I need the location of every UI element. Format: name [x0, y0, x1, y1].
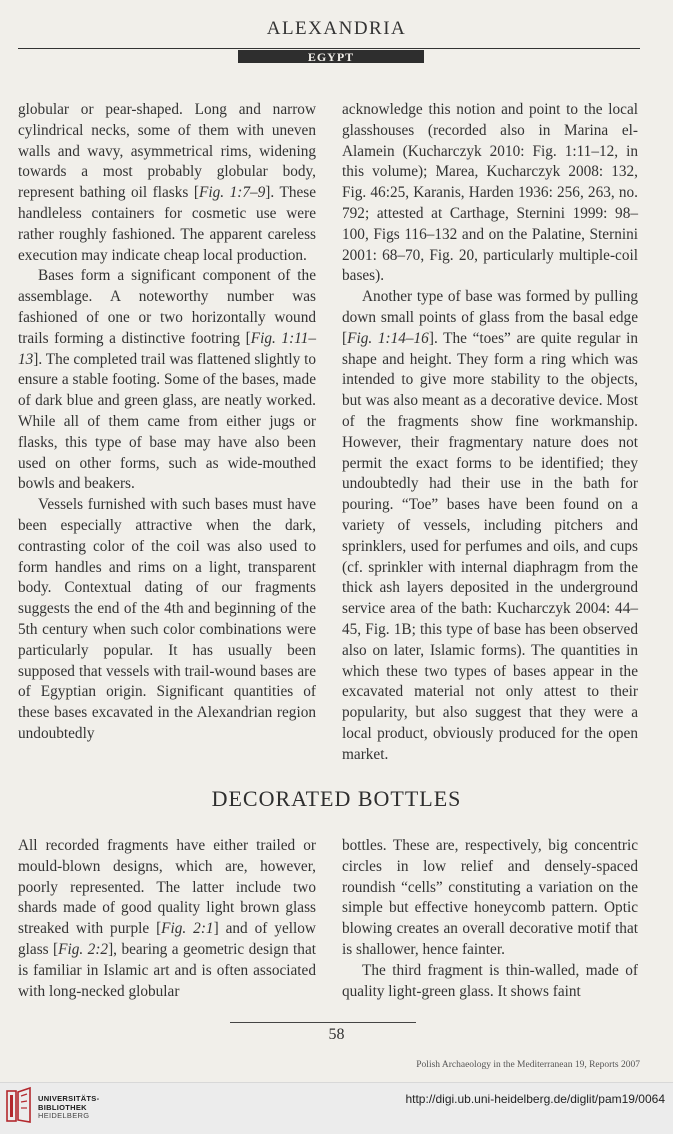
- figure-reference: Fig. 1:11–13: [18, 329, 316, 368]
- permalink-url[interactable]: http://digi.ub.uni-heidelberg.de/diglit/pam19/0064: [405, 1092, 665, 1106]
- text-column-right-top: [342, 100, 638, 766]
- section-badge: EGYPT: [238, 50, 424, 63]
- library-name: UNIVERSITÄTS- BIBLIOTHEK HEIDELBERG: [38, 1094, 100, 1120]
- paragraph: Vessels furnished with such bases must have been especially attractive when the dark, contrasting color of the coil was also used to form handles and rims on a light, transparent body. Contextual dating of our fragments suggests the end of the 4th and beginning of the 5th century when such color combinations were particularly popular. It has usually been supposed that vessels with trail-wound bases are of Egyptian origin. Significant quantities of these bases excavated in the Alexandrian region undoubtedly: [18, 496, 316, 742]
- footer-rule: [230, 1022, 416, 1023]
- figure-reference: Fig. 1:14–16: [347, 329, 429, 347]
- figure-reference: Fig. 2:2: [58, 940, 109, 958]
- figure-reference: Fig. 1:7–9: [199, 184, 266, 202]
- page-number: 58: [328, 1026, 345, 1043]
- viewer-footer-bar: [0, 1082, 673, 1134]
- paragraph: All recorded fragments have either trailed or mould-blown designs, which are, however, poorly represented. The latter include two shards made of good quality light brown glass streaked with purple [Fig. 2:1] and of yellow glass [Fig. 2:2], bearing a geometric design that is familiar in Islamic art and is often associated with long-necked globular: [18, 837, 316, 1000]
- paragraph: Bases form a significant component of the assemblage. A noteworthy number was fashioned of one or two horizontally wound trails forming a distinctive footring [Fig. 1:11–13]. The completed trail was flattened slightly to ensure a stable footing. Some of the bases, made of dark blue and green glass, are neatly worked. While all of them came from either jugs or flasks, this type of base may have also been used on other forms, such as wide-mouthed bowls and beakers.: [18, 267, 316, 493]
- figure-reference: Fig. 2:1: [161, 920, 214, 938]
- journal-citation: Polish Archaeology in the Mediterranean 19, Reports 2007: [416, 1060, 640, 1070]
- paragraph: globular or pear-shaped. Long and narrow cylindrical necks, some of them with uneven walls and wavy, asymmetrical rims, widening towards a most probably globular body, represent bathing oil flasks [Fig. 1:7–9]. These handleless containers for cosmetic use were rather roughly fashioned. The apparent careless execution may indicate cheap local production.: [18, 101, 316, 264]
- paragraph: The third fragment is thin-walled, made of quality light-green glass. It shows faint: [342, 961, 638, 1000]
- text-column-left-bottom: [18, 836, 316, 1002]
- library-logo-icon: [6, 1086, 32, 1126]
- text-column-right-bottom: [342, 836, 638, 1002]
- text-column-left-top: [18, 100, 316, 745]
- paragraph: Another type of base was formed by pulling down small points of glass from the basal edge [Fig. 1:14–16]. The “toes” are quite regular in shape and height. They form a ring which was intended to give more stability to the objects, but was also meant as a decorative device. Most of the fragments show fine workmanship. However, their fragmentary nature does not permit the exact forms to be identified; they undoubtedly had their use in the bath for pouring. “Toe” bases have been found on a variety of vessels, including pitchers and sprinklers, used for perfumes and oils, and cups (cf. sprinkler with internal diaphragm from the thick ash layers deposited in the underground service area of the bath: Kucharczyk 2004: 44–45, Fig. 1B; this type of base has been observed also on later, Islamic forms). The quantities in which these two types of bases appear in the excavated material not only attest to their popularity, but also suggest that they were a local product, obviously produced for the open market.: [342, 288, 638, 763]
- running-head-title: ALEXANDRIA: [266, 18, 407, 39]
- paragraph: acknowledge this notion and point to the local glasshouses (recorded also in Marina el-Alamein (Kucharczyk 2010: Fig. 1:11–12, in this volume); Marea, Kucharczyk 2008: 132, Fig. 46:25, Karanis, Harden 1936: 256, 263, no. 792; attested at Carthage, Sternini 1999: 98–100, Figs 116–132 and on the Palatine, Sternini 2001: 68–70, Fig. 20, particularly multiple-coil bases).: [342, 101, 638, 285]
- header-rule: [18, 48, 640, 49]
- section-heading: DECORATED BOTTLES: [211, 786, 462, 811]
- paragraph: bottles. These are, respectively, big concentric circles in low relief and densely-spaced roundish “cells” constituting a variation on the simple but effective honeycomb pattern. Optic blowing creates an overall decorative motif that is shallower, hence fainter.: [342, 837, 638, 958]
